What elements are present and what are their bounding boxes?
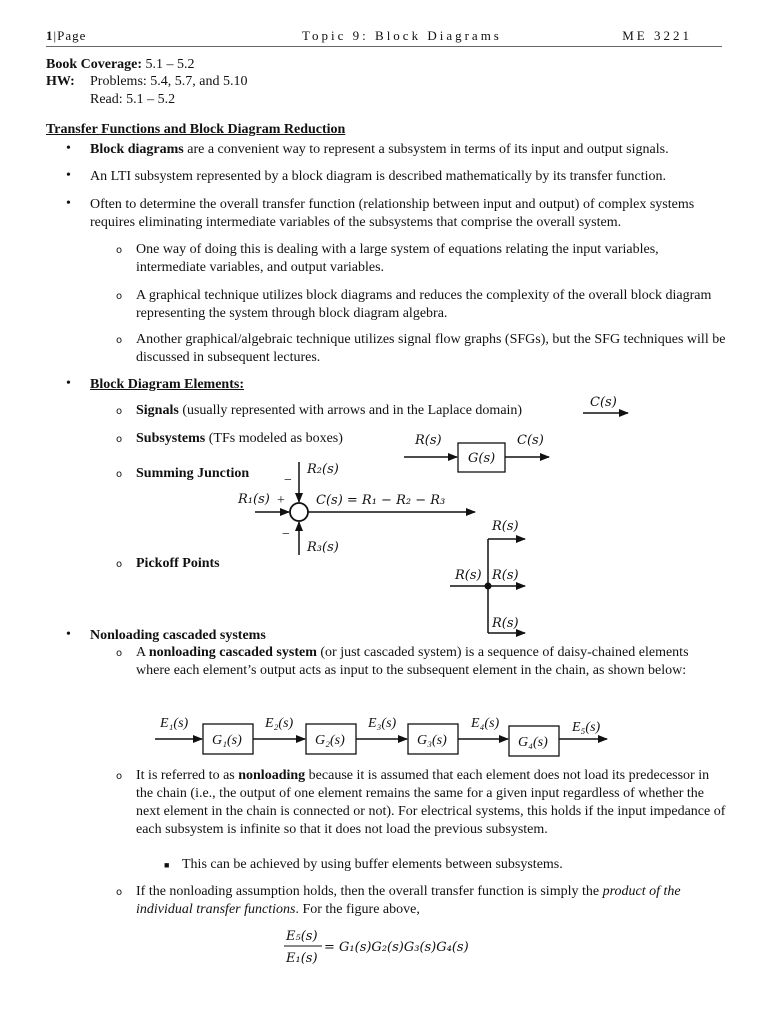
signal-label-c: C(s) xyxy=(590,395,617,410)
pickoff-label-bottom: R(s) xyxy=(492,616,519,631)
bullet-dot: • xyxy=(66,141,71,156)
sub-bullet-2: A graphical technique utilizes block diagrams and reduces the complexity of the overall block diagram representing the system through block diagram algebra. xyxy=(136,288,712,321)
subsystem-input-label: R(s) xyxy=(415,433,442,448)
cascade-diagram xyxy=(155,716,607,756)
book-coverage: Book Coverage: 5.1 – 5.2 xyxy=(46,57,195,72)
sum-plus-sign: + xyxy=(277,493,285,508)
buffer-note: This can be achieved by using buffer elements between subsystems. xyxy=(182,857,563,872)
sub-bullet-marker: o xyxy=(116,771,123,782)
sub-bullet-marker: o xyxy=(116,434,123,445)
bullet-2: An LTI subsystem represented by a block diagram is described mathematically by its transfer function. xyxy=(90,169,667,184)
cascade-signal-3: E₃(s) xyxy=(368,716,397,731)
bullet-dot: • xyxy=(66,627,71,642)
subsystem-output-label: C(s) xyxy=(517,433,544,448)
sub-bullet-marker: o xyxy=(116,245,123,256)
page-number: 1|Page xyxy=(46,28,87,43)
equation-rhs: = G₁(s)G₂(s)G₃(s)G₄(s) xyxy=(324,940,469,955)
sum-r1-label: R₁(s) xyxy=(238,492,270,507)
signals-item: Signals (usually represented with arrows and in the Laplace domain) xyxy=(136,403,523,418)
bullet-dot: • xyxy=(66,196,71,211)
nonloading-title: Nonloading cascaded systems xyxy=(90,628,266,643)
sub-bullet-marker: o xyxy=(116,648,123,659)
cascade-signal-1: E₁(s) xyxy=(160,716,189,731)
course-code: ME 3221 xyxy=(622,28,692,43)
nonloading-definition: A nonloading cascaded system (or just cascaded system) is a sequence of daisy-chained elements where each element’s output acts as input to the subsequent element in the chain, as shown below: xyxy=(136,645,689,678)
nonloading-explanation: It is referred to as nonloading because it is assumed that each element does not load its predecessor in the chain (i.e., the output of one element remains the same for a given input regardless of whether the next element in the chain is connected or not). For electrical systems, this holds if the input impedance of each subsystem is infinite so that it does not load the previous subsystem. xyxy=(136,768,726,837)
sub-bullet-marker: o xyxy=(116,469,123,480)
sub-bullet-marker: o xyxy=(116,559,123,570)
sub-bullet-1: One way of doing this is dealing with a large system of equations relating the input variables, intermediate variables, and output variables. xyxy=(136,242,659,275)
sub-bullet-marker: o xyxy=(116,887,123,898)
bullet-1: Block diagrams are a convenient way to represent a subsystem in terms of its input and output signals. xyxy=(90,142,669,157)
sum-equation: C(s) = R₁ − R₂ − R₃ xyxy=(316,493,446,508)
summing-item: Summing Junction xyxy=(136,466,250,481)
summing-junction-circle xyxy=(290,503,308,521)
sub-bullet-marker: o xyxy=(116,406,123,417)
topic-title: Topic 9: Block Diagrams xyxy=(302,28,502,43)
pickoff-item: Pickoff Points xyxy=(136,556,220,571)
hw-read: Read: 5.1 – 5.2 xyxy=(90,92,176,107)
pickoff-label-mid: R(s) xyxy=(492,568,519,583)
sum-r3-label: R₃(s) xyxy=(307,540,339,555)
subsystems-item: Subsystems (TFs modeled as boxes) xyxy=(136,431,343,446)
bullet-dot: • xyxy=(66,376,71,391)
sum-minus-top: − xyxy=(284,473,292,488)
cascade-signal-4: E₄(s) xyxy=(471,716,500,731)
sum-minus-bottom: − xyxy=(282,527,290,542)
pickoff-label-in: R(s) xyxy=(455,568,482,583)
hw-line: HW: xyxy=(46,74,75,89)
pickoff-label-top: R(s) xyxy=(492,519,519,534)
cascade-signal-2: E₂(s) xyxy=(265,716,294,731)
sub-bullet-3: Another graphical/algebraic technique utilizes signal flow graphs (SFGs), but the SFG techniques will be discussed in subsequent lectures. xyxy=(136,332,726,365)
product-statement: If the nonloading assumption holds, then the overall transfer function is simply the product of the individual transfer functions. For the figure above, xyxy=(136,884,681,917)
cascade-block-label-1: G₁(s) xyxy=(212,733,242,748)
cascade-signal-5: E₅(s) xyxy=(572,720,601,735)
bullet-3: Often to determine the overall transfer function (relationship between input and output) of complex systems requires eliminating intermediate variables of the subsystems that comprise the overall system. xyxy=(90,197,695,230)
cascade-block-label-3: G₃(s) xyxy=(417,733,447,748)
cascade-block-label-2: G₂(s) xyxy=(315,733,345,748)
sub-bullet-marker: o xyxy=(116,291,123,302)
section-title: Transfer Functions and Block Diagram Reduction xyxy=(46,122,346,137)
equation-denominator: E₁(s) xyxy=(286,951,318,966)
hw-problems: Problems: 5.4, 5.7, and 5.10 xyxy=(90,74,248,89)
equation-numerator: E₅(s) xyxy=(286,929,318,944)
bullet-dot: • xyxy=(66,168,71,183)
pickoff-dot xyxy=(485,583,492,590)
square-bullet: ■ xyxy=(164,860,170,870)
cascade-block-label-4: G₄(s) xyxy=(518,735,548,750)
sum-r2-label: R₂(s) xyxy=(307,462,339,477)
subsystem-g-label: G(s) xyxy=(468,451,496,466)
sub-bullet-marker: o xyxy=(116,335,123,346)
elements-title: Block Diagram Elements: xyxy=(90,377,244,392)
